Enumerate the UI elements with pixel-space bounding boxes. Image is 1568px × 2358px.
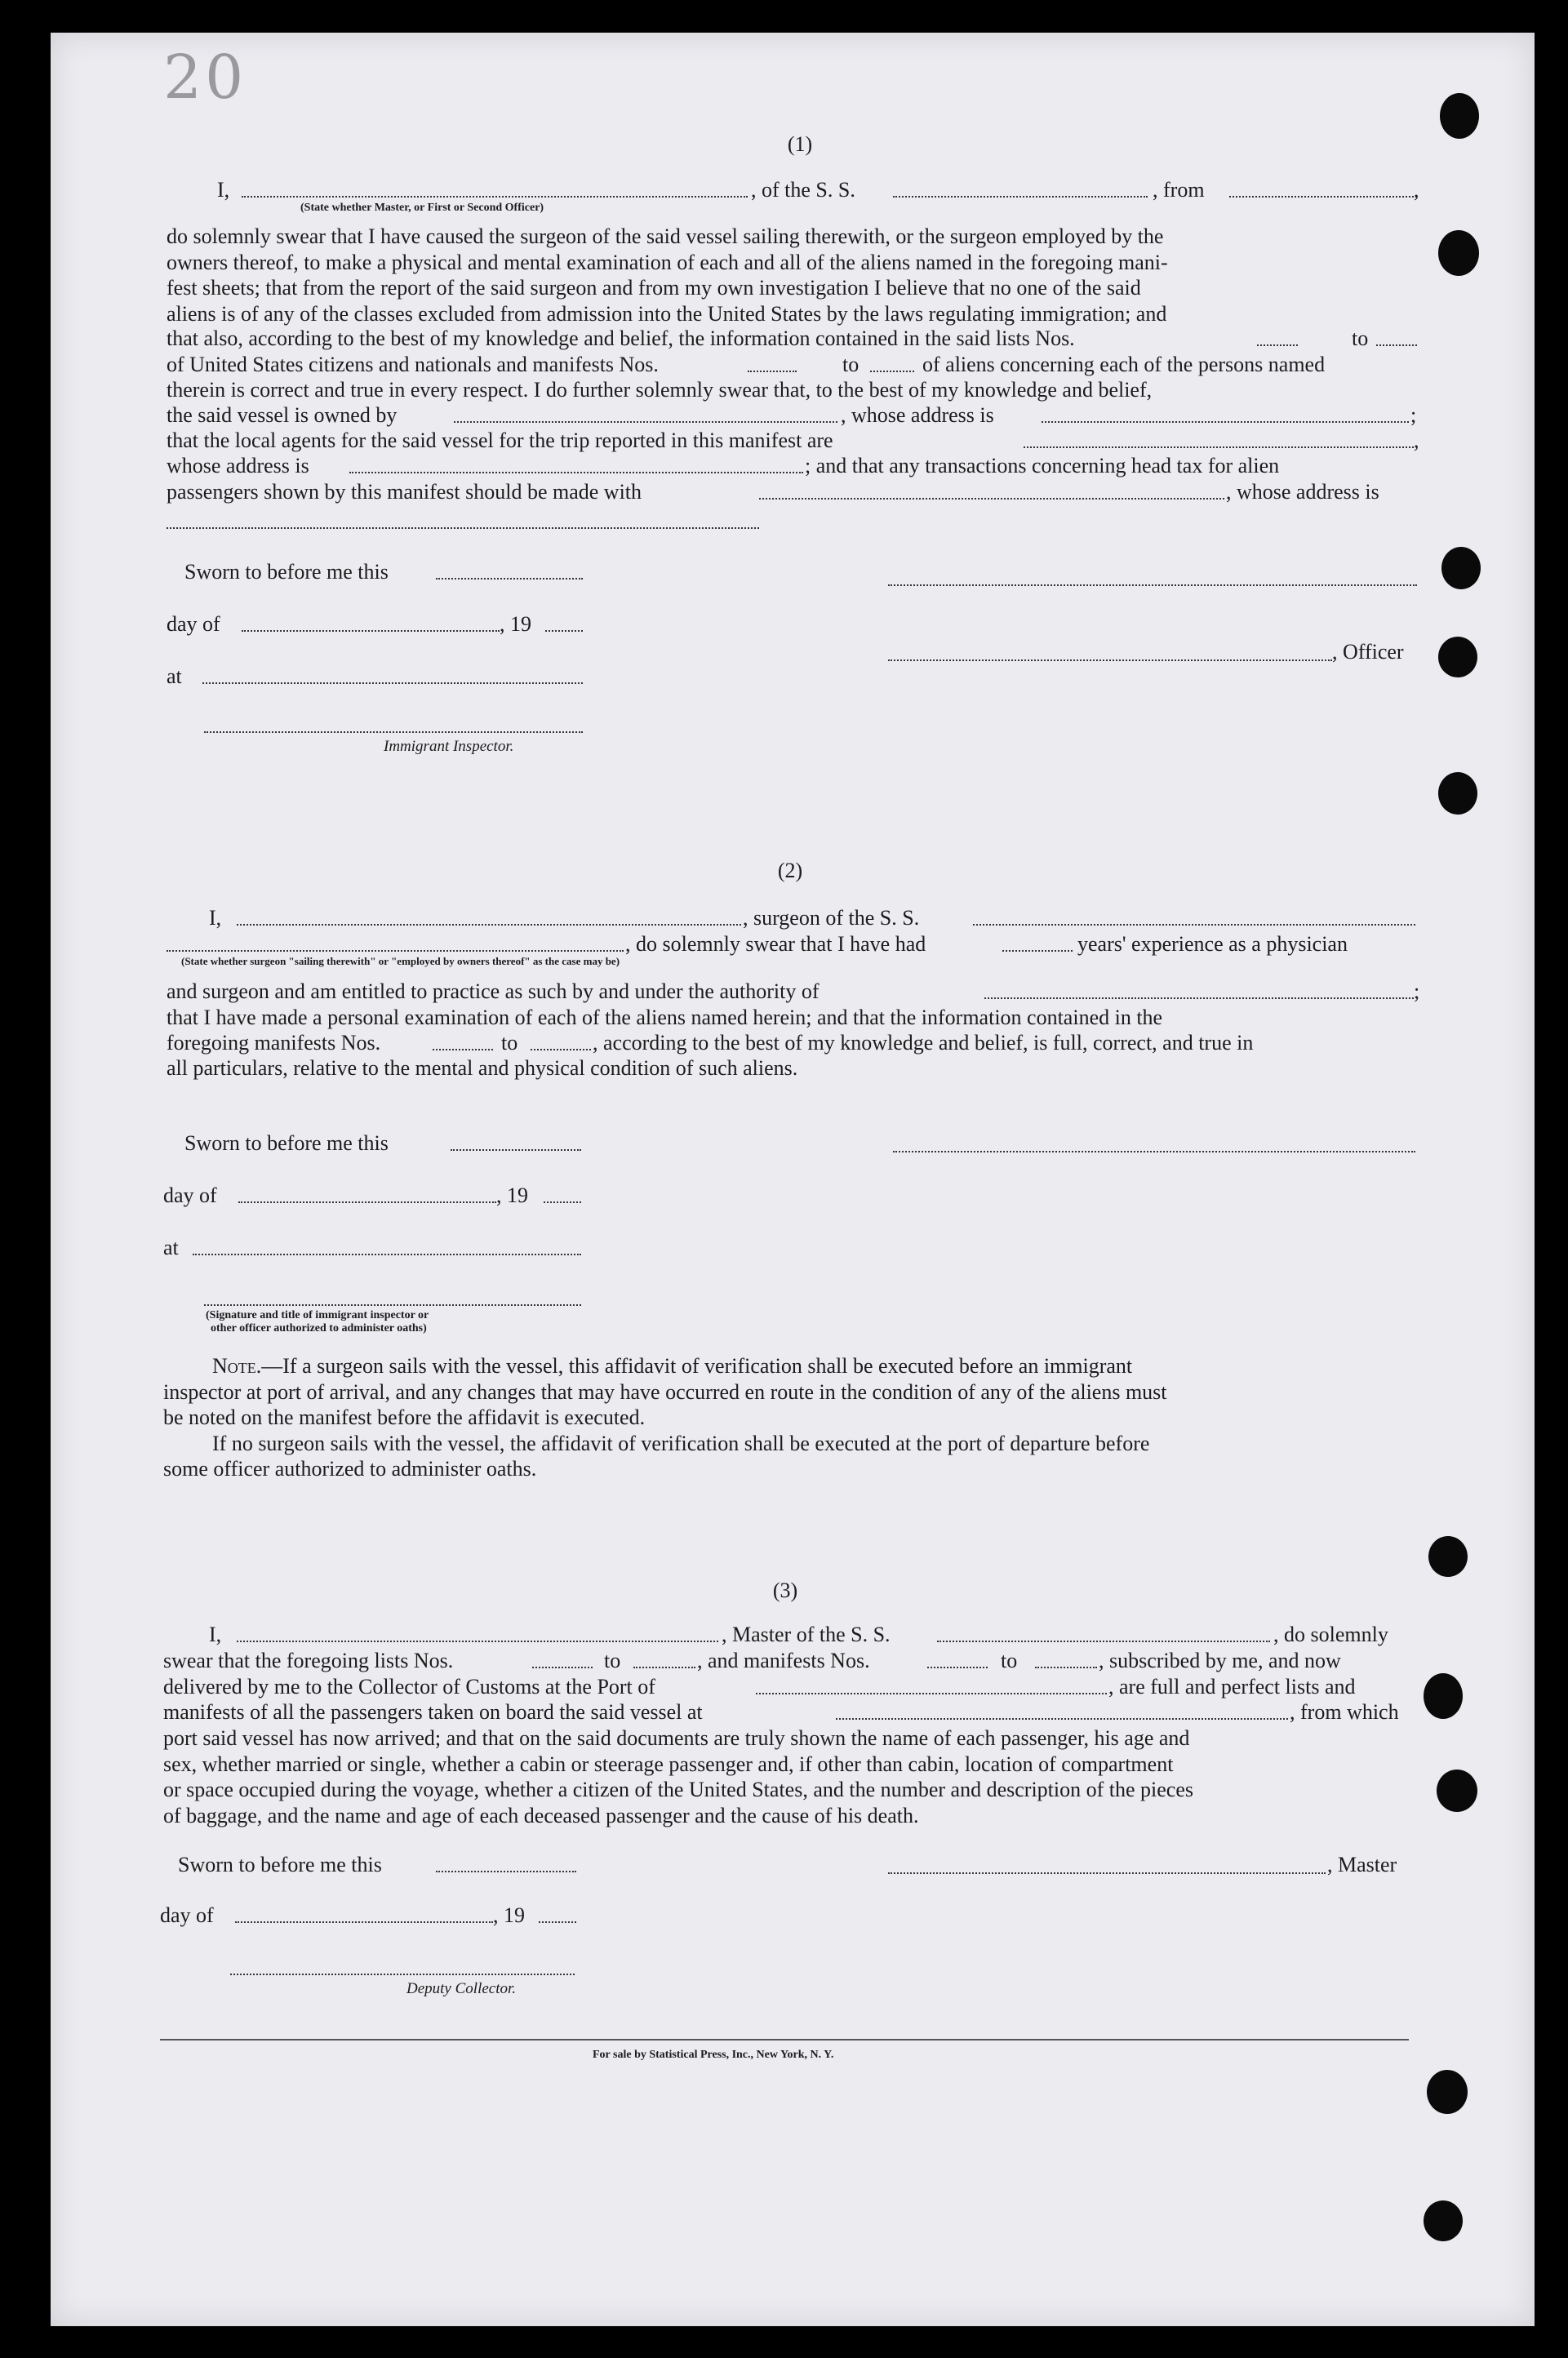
s2-line-i: I,	[209, 906, 222, 930]
s1-from-field[interactable]	[1229, 196, 1417, 198]
s1-day-of: day of	[167, 612, 220, 636]
text-line: fest sheets; that from the report of the said surgeon and from my own investigation I believe that no one of the said	[167, 276, 1141, 300]
s1-line-ss: , of the S. S.	[751, 178, 855, 202]
punch-hole	[1438, 230, 1479, 276]
s3-line2-a: swear that the foregoing lists Nos.	[163, 1649, 454, 1672]
s2-line2-a: , do solemnly swear that I have had	[625, 932, 926, 956]
s2-line3: and surgeon and am entitled to practice as such by and under the authority of	[167, 979, 820, 1003]
s3-nineteen: , 19	[493, 1903, 525, 1927]
text-line: sex, whether married or single, whether a cabin or steerage passenger and, if other than cabin, location of compartment	[163, 1752, 1174, 1776]
s3-boarding-port-field[interactable]	[836, 1718, 1288, 1720]
s1-comma: ,	[1414, 178, 1419, 202]
text: I,	[217, 178, 230, 202]
s2-at: at	[163, 1236, 179, 1259]
s2-day-of: day of	[163, 1183, 217, 1207]
s2-line5-a: foregoing manifests Nos.	[167, 1031, 381, 1055]
s1-agents-field[interactable]	[1024, 446, 1414, 448]
s1-sworn: Sworn to before me this	[184, 560, 389, 584]
s3-master-label: , Master	[1327, 1853, 1397, 1876]
s1-whose-b: ; and that any transactions concerning head tax for alien	[805, 454, 1280, 477]
s3-year-field[interactable]	[539, 1921, 576, 1923]
section-3-heading: (3)	[772, 1579, 798, 1602]
s2-year-field[interactable]	[544, 1201, 581, 1203]
punch-hole	[1440, 93, 1479, 139]
s3-lists-from-field[interactable]	[532, 1667, 593, 1668]
s1-year-field[interactable]	[545, 630, 583, 632]
s1-body-paragraph	[167, 224, 1417, 326]
s3-day-of: day of	[160, 1903, 214, 1927]
s2-manifest-to-field[interactable]	[531, 1049, 591, 1050]
s3-sworn: Sworn to before me this	[178, 1853, 382, 1876]
s2-status-caption: (State whether surgeon "sailing therewith" or "employed by owners thereof" as the case may be)	[181, 955, 620, 967]
s1-citizens-c: of aliens concerning each of the persons named	[922, 353, 1326, 376]
s3-line4-b: , from which	[1290, 1700, 1399, 1724]
s1-citizens-b: to	[842, 353, 860, 376]
footer-rule	[160, 2039, 1409, 2040]
s1-master-signature-field[interactable]	[888, 584, 1417, 586]
note-line: some officer authorized to administer oaths.	[163, 1457, 537, 1481]
s2-at-field[interactable]	[193, 1254, 581, 1255]
text-line: or space occupied during the voyage, whether a citizen of the United States, and the number and description of the pieces	[163, 1778, 1194, 1801]
s1-owned-b: , whose address is	[841, 403, 994, 427]
text-line: of baggage, and the name and age of each deceased passenger and the cause of his death.	[163, 1803, 919, 1827]
s3-line2-d: to	[1001, 1649, 1018, 1672]
punch-hole	[1427, 2070, 1468, 2114]
s2-manifest-from-field[interactable]	[433, 1049, 493, 1050]
s3-body-paragraph	[163, 1725, 1414, 1828]
s2-ss-field[interactable]	[973, 924, 1415, 926]
s2-sig-caption-1: (Signature and title of immigrant inspector or	[206, 1309, 429, 1321]
s1-day-field[interactable]	[242, 630, 500, 632]
footer-printer-credit: For sale by Statistical Press, Inc., New York, N. Y.	[593, 2049, 834, 2061]
s1-whose-a: whose address is	[167, 454, 309, 477]
s3-line3-b: , are full and perfect lists and	[1108, 1675, 1356, 1699]
note-line	[163, 1353, 1414, 1379]
s3-lists-to-field[interactable]	[633, 1667, 695, 1668]
note-line: inspector at port of arrival, and any changes that may have occurred en route in the condition of any of the aliens must	[163, 1379, 1167, 1404]
s3-day-field[interactable]	[235, 1921, 493, 1923]
s3-line4-a: manifests of all the passengers taken on board the said vessel at	[163, 1700, 703, 1724]
s3-master-signature-field[interactable]	[888, 1872, 1326, 1874]
s2-years-field[interactable]	[1002, 950, 1073, 952]
s2-line5-b: to	[501, 1031, 518, 1055]
text: —If a surgeon sails with the vessel, this affidavit of verification shall be executed before an immigrant	[261, 1354, 1133, 1378]
punch-hole	[1441, 547, 1481, 589]
s2-authority-field[interactable]	[984, 997, 1414, 999]
s2-line4: that I have made a personal examination of each of the aliens named herein; and that the information contained in the	[167, 1006, 1163, 1029]
s1-agent-address-field[interactable]	[349, 472, 803, 473]
note-label: Note.	[212, 1354, 262, 1378]
s1-owned-a: the said vessel is owned by	[167, 403, 398, 427]
s2-line-surgeon: , surgeon of the S. S.	[743, 906, 920, 930]
s1-lists-line: that also, according to the best of my knowledge and belief, the information contained in the said lists Nos.	[167, 326, 1075, 350]
punch-hole	[1424, 1673, 1463, 1719]
s1-headtax-address-field[interactable]	[167, 527, 759, 529]
note-line: be noted on the manifest before the affidavit is executed.	[163, 1405, 646, 1429]
punch-hole	[1437, 1770, 1477, 1812]
s1-lists-from-field[interactable]	[1257, 344, 1298, 346]
text-line: aliens is of any of the classes excluded from admission into the United States by the laws regulating immigration; and	[167, 301, 1167, 326]
s1-inspector-signature-field[interactable]	[204, 731, 583, 733]
s1-headtax-field[interactable]	[759, 498, 1224, 500]
s3-ss-field[interactable]	[937, 1641, 1270, 1642]
s3-line2-c: , and manifests Nos.	[697, 1649, 870, 1672]
s2-line6: all particulars, relative to the mental and physical condition of such aliens.	[167, 1056, 798, 1080]
s1-line-i	[217, 178, 229, 202]
s1-officer-signature-field[interactable]	[888, 659, 1332, 661]
s1-comma: ,	[1414, 429, 1419, 452]
punch-hole	[1438, 637, 1477, 677]
s3-line3-a: delivered by me to the Collector of Customs at the Port of	[163, 1675, 655, 1699]
s1-manifest-to-field[interactable]	[870, 371, 914, 372]
s3-line1-swear: , do solemnly	[1273, 1623, 1388, 1646]
s3-line2-e: , subscribed by me, and now	[1099, 1649, 1341, 1672]
s1-at: at	[167, 664, 182, 688]
s2-nineteen: , 19	[496, 1183, 528, 1207]
s1-sworn-field[interactable]	[436, 578, 583, 580]
note-line: If no surgeon sails with the vessel, the affidavit of verification shall be executed at the port of departure before	[212, 1431, 1150, 1455]
text-line: port said vessel has now arrived; and that on the said documents are truly shown the name of each passenger, his age and	[163, 1726, 1190, 1750]
s1-to: to	[1352, 326, 1369, 350]
s2-day-field[interactable]	[238, 1201, 496, 1203]
s2-line5-c: , according to the best of my knowledge and belief, is full, correct, and true in	[593, 1031, 1254, 1055]
s3-port-field[interactable]	[756, 1693, 1107, 1694]
punch-hole	[1428, 1536, 1468, 1577]
s2-surgeon-signature-field[interactable]	[893, 1151, 1415, 1152]
s1-correct-line: therein is correct and true in every respect. I do further solemnly swear that, to the best of my knowledge and belief,	[167, 378, 1153, 402]
s2-surgeon-status-field[interactable]	[167, 950, 624, 952]
s2-sworn: Sworn to before me this	[184, 1131, 389, 1155]
s2-line2-b: years' experience as a physician	[1077, 932, 1348, 956]
s1-passengers-b: , whose address is	[1226, 480, 1379, 504]
text-line: owners thereof, to make a physical and mental examination of each and all of the aliens named in the foregoing mani-	[167, 250, 1168, 274]
s1-at-field[interactable]	[202, 682, 583, 684]
punch-hole	[1424, 2200, 1463, 2241]
s3-line2-b: to	[604, 1649, 621, 1672]
text-line: do solemnly swear that I have caused the surgeon of the said vessel sailing therewith, or the surgeon employed by the	[167, 224, 1164, 248]
s3-line1-master: , Master of the S. S.	[722, 1623, 891, 1646]
s3-line-i: I,	[209, 1623, 222, 1646]
punch-hole	[1438, 772, 1477, 815]
s1-owner-address-field[interactable]	[1042, 421, 1409, 423]
s1-citizens-a: of United States citizens and nationals and manifests Nos.	[167, 353, 659, 376]
s1-passengers-a: passengers shown by this manifest should be made with	[167, 480, 642, 504]
s1-ss-field[interactable]	[893, 196, 1148, 198]
s3-collector-signature-field[interactable]	[230, 1974, 575, 1975]
s1-semicolon: ;	[1410, 403, 1417, 427]
s2-surgeon-name-field[interactable]	[237, 924, 741, 926]
s2-inspector-signature-field[interactable]	[204, 1304, 581, 1306]
s2-semicolon: ;	[1414, 979, 1420, 1003]
s1-line-from: , from	[1153, 178, 1205, 202]
s1-agents-line: that the local agents for the said vessel for the trip reported in this manifest are	[167, 429, 833, 452]
s3-manifest-from-field[interactable]	[927, 1667, 988, 1668]
s1-inspector-label: Immigrant Inspector.	[384, 738, 514, 755]
s1-officer-label: , Officer	[1332, 640, 1404, 664]
s1-officer-caption: (State whether Master, or First or Second Officer)	[300, 202, 544, 214]
s1-officer-field[interactable]	[242, 196, 748, 198]
section-2-heading: (2)	[777, 859, 803, 882]
s1-owner-field[interactable]	[454, 421, 837, 423]
corner-page-number: 20	[163, 42, 247, 113]
s1-manifest-from-field[interactable]	[748, 371, 797, 372]
s1-nineteen: , 19	[500, 612, 531, 636]
s3-deputy-label: Deputy Collector.	[406, 1980, 517, 1997]
section-1-heading: (1)	[787, 132, 813, 156]
s2-sworn-field[interactable]	[451, 1149, 581, 1151]
s3-sworn-field[interactable]	[436, 1871, 576, 1872]
s3-master-name-field[interactable]	[237, 1641, 718, 1642]
s2-note-paragraph	[163, 1353, 1414, 1482]
s2-sig-caption-2: other officer authorized to administer oaths)	[211, 1322, 427, 1334]
s3-manifest-to-field[interactable]	[1035, 1667, 1097, 1668]
s1-lists-to-field[interactable]	[1376, 344, 1417, 346]
